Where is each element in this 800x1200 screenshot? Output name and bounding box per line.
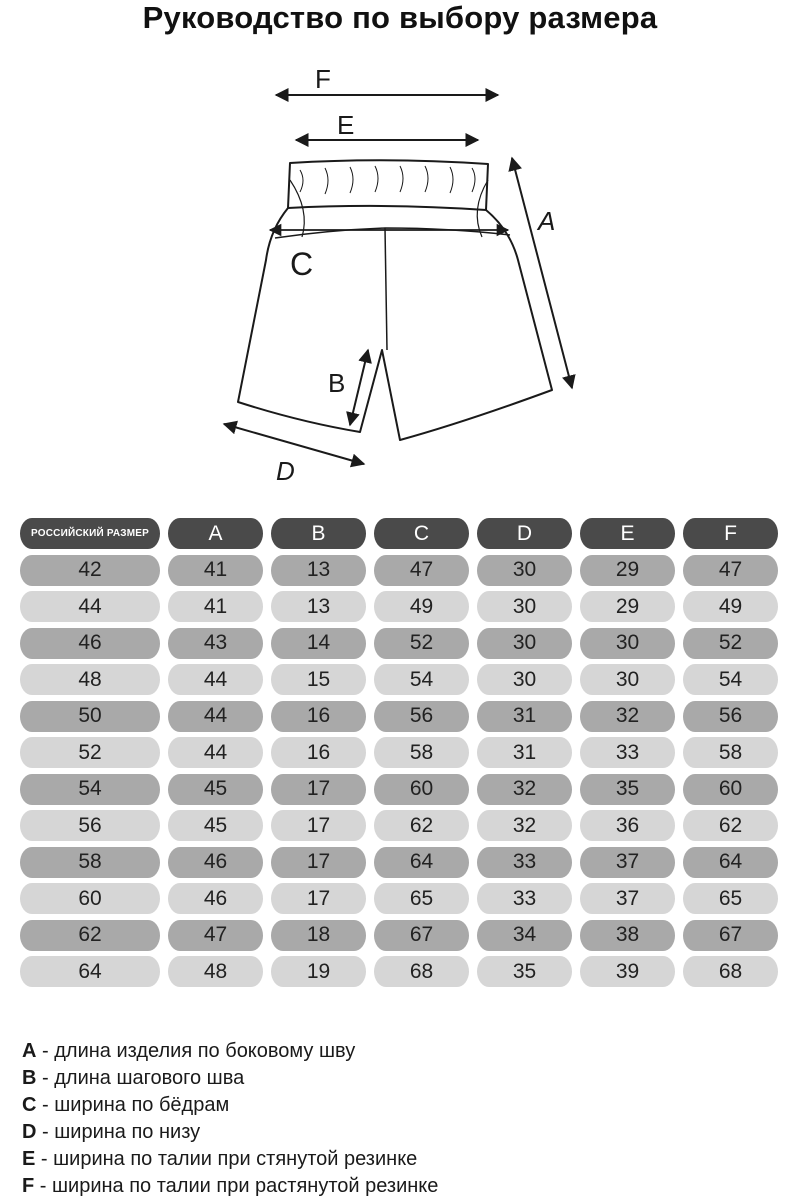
measurement-cell: 47 (374, 555, 469, 586)
header-cell: C (374, 518, 469, 549)
legend-item (22, 1119, 438, 1146)
shorts-diagram (200, 60, 600, 500)
measurement-cell: 13 (271, 591, 366, 622)
measurement-cell: 44 (168, 701, 263, 732)
measurement-cell: 52 (374, 628, 469, 659)
table-row (20, 555, 780, 586)
measurement-cell: 31 (477, 701, 572, 732)
legend-text: - ширина по талии при растянутой резинке (34, 1175, 439, 1197)
legend-key: C (22, 1094, 37, 1116)
measurement-cell: 44 (168, 737, 263, 768)
measurement-cell: 65 (374, 883, 469, 914)
table-body (20, 555, 780, 988)
measurement-cell: 48 (168, 956, 263, 987)
measurement-cell: 30 (477, 628, 572, 659)
measurement-cell: 68 (374, 956, 469, 987)
measurement-cell: 45 (168, 774, 263, 805)
measurement-cell: 13 (271, 555, 366, 586)
size-cell: 62 (20, 920, 160, 951)
legend-item (22, 1065, 438, 1092)
measurement-cell: 60 (683, 774, 778, 805)
label-e: E (337, 110, 355, 140)
table-row (20, 847, 780, 878)
header-cell: B (271, 518, 366, 549)
measurement-cell: 30 (477, 591, 572, 622)
label-d: D (276, 456, 295, 486)
measurement-cell: 58 (683, 737, 778, 768)
dimension-arrows (224, 95, 572, 464)
label-b: B (328, 368, 346, 398)
measurement-cell: 35 (477, 956, 572, 987)
size-cell: 42 (20, 555, 160, 586)
legend-item (22, 1146, 438, 1173)
legend-item (22, 1038, 438, 1065)
measurement-cell: 47 (683, 555, 778, 586)
legend-text: - ширина по бёдрам (36, 1094, 230, 1116)
table-row (20, 664, 780, 695)
legend-text: - ширина по талии при стянутой резинке (35, 1148, 418, 1170)
legend-key: E (22, 1148, 36, 1170)
legend (22, 1038, 438, 1200)
measurement-cell: 17 (271, 810, 366, 841)
measurement-cell: 29 (580, 591, 675, 622)
measurement-cell: 44 (168, 664, 263, 695)
size-cell: 56 (20, 810, 160, 841)
measurement-cell: 14 (271, 628, 366, 659)
shorts-outline (238, 160, 552, 440)
measurement-cell: 30 (580, 628, 675, 659)
size-cell: 46 (20, 628, 160, 659)
measurement-cell: 65 (683, 883, 778, 914)
measurement-cell: 49 (374, 591, 469, 622)
measurement-cell: 62 (374, 810, 469, 841)
measurement-cell: 56 (683, 701, 778, 732)
measurement-cell: 67 (374, 920, 469, 951)
table-row (20, 628, 780, 659)
measurement-cell: 30 (580, 664, 675, 695)
measurement-cell: 32 (580, 701, 675, 732)
measurement-cell: 49 (683, 591, 778, 622)
legend-key: F (22, 1175, 35, 1197)
measurement-cell: 62 (683, 810, 778, 841)
measurement-cell: 30 (477, 664, 572, 695)
table-row (20, 774, 780, 805)
measurement-cell: 46 (168, 847, 263, 878)
label-f: F (315, 64, 331, 94)
measurement-cell: 18 (271, 920, 366, 951)
measurement-cell: 33 (477, 847, 572, 878)
measurement-cell: 30 (477, 555, 572, 586)
measurement-cell: 37 (580, 883, 675, 914)
legend-key: D (22, 1121, 37, 1143)
label-c: C (290, 246, 314, 282)
measurement-cell: 32 (477, 774, 572, 805)
measurement-cell: 41 (168, 591, 263, 622)
measurement-cell: 19 (271, 956, 366, 987)
header-cell: D (477, 518, 572, 549)
size-cell: 64 (20, 956, 160, 987)
measurement-cell: 47 (168, 920, 263, 951)
measurement-cell: 39 (580, 956, 675, 987)
page-title: Руководство по выбору размера (142, 0, 658, 35)
header-cell: F (683, 518, 778, 549)
measurement-cell: 52 (683, 628, 778, 659)
measurement-cell: 67 (683, 920, 778, 951)
table-row (20, 591, 780, 622)
legend-key: A (22, 1040, 37, 1062)
measurement-cell: 43 (168, 628, 263, 659)
measurement-cell: 34 (477, 920, 572, 951)
size-cell: 54 (20, 774, 160, 805)
size-cell: 58 (20, 847, 160, 878)
header-cell: E (580, 518, 675, 549)
measurement-cell: 32 (477, 810, 572, 841)
measurement-cell: 35 (580, 774, 675, 805)
measurement-cell: 38 (580, 920, 675, 951)
size-cell: 60 (20, 883, 160, 914)
measurement-cell: 46 (168, 883, 263, 914)
legend-key: B (22, 1067, 37, 1089)
measurement-cell: 29 (580, 555, 675, 586)
measurement-cell: 58 (374, 737, 469, 768)
measurement-cell: 68 (683, 956, 778, 987)
measurement-cell: 54 (683, 664, 778, 695)
measurement-cell: 33 (477, 883, 572, 914)
table-row (20, 956, 780, 987)
table-row (20, 920, 780, 951)
measurement-cell: 56 (374, 701, 469, 732)
measurement-cell: 31 (477, 737, 572, 768)
measurement-cell: 17 (271, 847, 366, 878)
size-cell: 50 (20, 701, 160, 732)
header-cell: РОССИЙСКИЙ РАЗМЕР (20, 518, 160, 549)
legend-item (22, 1173, 438, 1200)
label-a: A (538, 206, 556, 236)
measurement-cell: 45 (168, 810, 263, 841)
measurement-cell: 37 (580, 847, 675, 878)
measurement-cell: 64 (374, 847, 469, 878)
size-cell: 48 (20, 664, 160, 695)
header-cell: A (168, 518, 263, 549)
table-row (20, 810, 780, 841)
measurement-cell: 36 (580, 810, 675, 841)
size-cell: 44 (20, 591, 160, 622)
measurement-cell: 16 (271, 737, 366, 768)
size-cell: 52 (20, 737, 160, 768)
measurement-cell: 16 (271, 701, 366, 732)
measurement-cell: 60 (374, 774, 469, 805)
measurement-cell: 64 (683, 847, 778, 878)
legend-text: - длина изделия по боковому шву (36, 1040, 356, 1062)
legend-item (22, 1092, 438, 1119)
measurement-cell: 15 (271, 664, 366, 695)
table-row (20, 737, 780, 768)
legend-text: - ширина по низу (36, 1121, 201, 1143)
table-row (20, 883, 780, 914)
measurement-cell: 17 (271, 774, 366, 805)
measurement-cell: 17 (271, 883, 366, 914)
legend-text: - длина шагового шва (36, 1067, 245, 1089)
measurement-cell: 54 (374, 664, 469, 695)
table-row (20, 701, 780, 732)
table-header-row (20, 518, 780, 549)
measurement-cell: 33 (580, 737, 675, 768)
size-table (20, 518, 780, 993)
measurement-cell: 41 (168, 555, 263, 586)
